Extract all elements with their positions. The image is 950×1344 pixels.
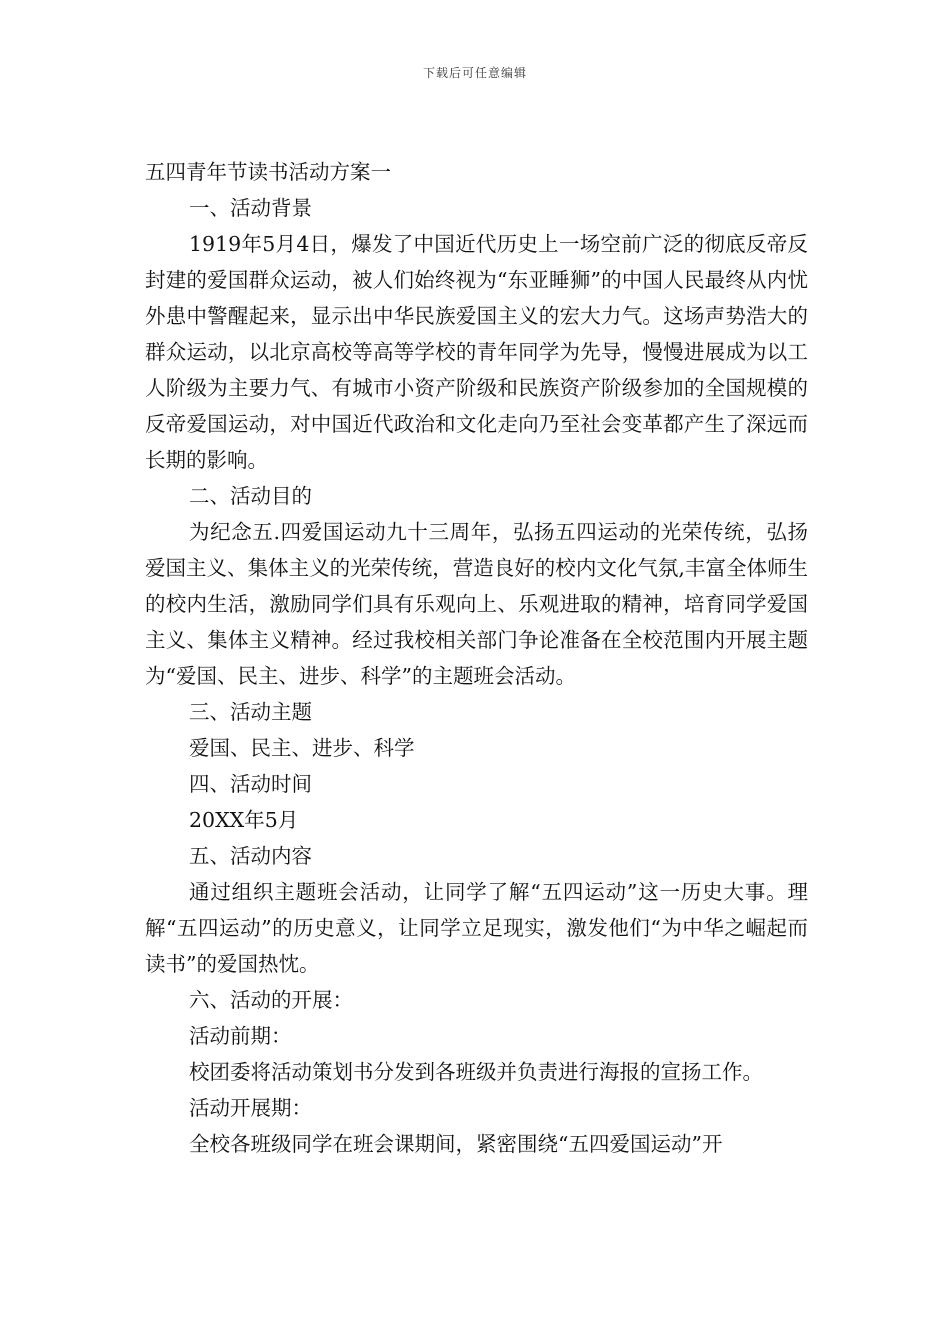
section-4-paragraph: 20XX年5月 (189, 808, 299, 832)
phase-2-label: 活动开展期： (189, 1096, 312, 1120)
section-3-paragraph: 爱国、民主、进步、科学 (189, 736, 415, 760)
section-1-heading: 一、活动背景 (189, 196, 312, 220)
section-5-paragraph: 通过组织主题班会活动，让同学了解“五四运动”这一历史大事。理解“五四运动”的历史意义，让同学立足现实，激发他们“为中华之崛起而读书”的爱国热忱。 (145, 880, 808, 976)
document-body (145, 154, 808, 1162)
phase-1-paragraph: 校团委将活动策划书分发到各班级并负责进行海报的宣扬工作。 (189, 1060, 763, 1084)
phase-2-paragraph: 全校各班级同学在班会课期间，紧密围绕“五四爱国运动”开 (189, 1132, 723, 1156)
phase-1-label: 活动前期： (189, 1024, 292, 1048)
document-title: 五四青年节读书活动方案一 (145, 160, 391, 184)
section-6-heading: 六、活动的开展： (189, 988, 353, 1012)
section-2-heading: 二、活动目的 (189, 484, 312, 508)
section-4-heading: 四、活动时间 (189, 772, 312, 796)
section-1-paragraph: 1919年5月4日，爆发了中国近代历史上一场空前广泛的彻底反帝反封建的爱国群众运动，被人们始终视为“东亚睡狮”的中国人民最终从内忧外患中警醒起来，显示出中华民族爱国主义的宏大力气。这场声势浩大的群众运动，以北京高校等高等学校的青年同学为先导，慢慢进展成为以工人阶级为主要力气、有城市小资产阶级和民族资产阶级参加的全国规模的反帝爱国运动，对中国近代政治和文化走向乃至社会变革都产生了深远而长期的影响。 (145, 232, 808, 472)
section-5-heading: 五、活动内容 (189, 844, 312, 868)
section-2-paragraph: 为纪念五.四爱国运动九十三周年，弘扬五四运动的光荣传统，弘扬爱国主义、集体主义的光荣传统，营造良好的校内文化气氛,丰富全体师生的校内生活，激励同学们具有乐观向上、乐观进取的精神，培育同学爱国主义、集体主义精神。经过我校相关部门争论准备在全校范围内开展主题为“爱国、民主、进步、科学”的主题班会活动。 (145, 520, 808, 688)
page-header-note: 下载后可任意编辑 (422, 66, 527, 80)
section-3-heading: 三、活动主题 (189, 700, 312, 724)
